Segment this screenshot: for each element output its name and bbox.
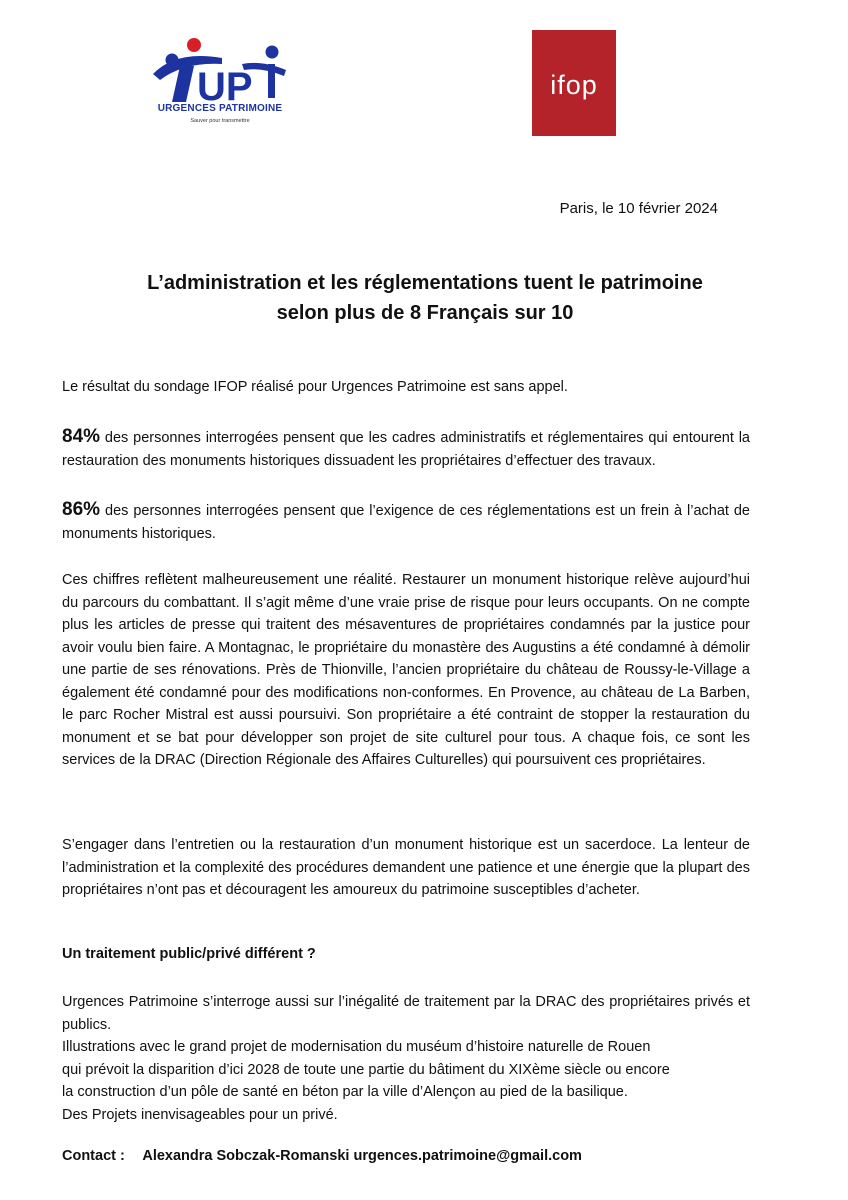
up-logo-mark [150,36,290,106]
page-title [60,268,790,328]
paragraph-4-line-2: qui prévoit la disparition d’ici 2028 de toute une partie du bâtiment du XIXème siècle ou encore [62,1061,670,1078]
ifop-logo-text: ifop [550,70,598,100]
subheading: Un traitement public/privé différent ? [62,946,316,962]
paragraph-4-line-1: Illustrations avec le grand projet de modernisation du muséum d’histoire naturelle de Rouen [62,1039,651,1055]
intro-paragraph: Le résultat du sondage IFOP réalisé pour Urgences Patrimoine est sans appel. [62,379,568,395]
contact-details: Alexandra Sobczak-Romanski urgences.patrimoine@gmail.com [142,1148,582,1164]
body-paragraph-1: Ces chiffres reflètent malheureusement une réalité. Restaurer un monument historique relève aujourd’hui du parcours du combattant. Il s’agit même d’une vraie prise de risque pour leurs occupants. On ne compte plus les articles de presse qui traitent des mésaventures de propriétaires condamnés par la justice pour avoir voulu bien faire. A Montagnac, le propriétaire du monastère des Augustins a été condamné à démolir une partie de ses rénovations. Près de Thionville, l’ancien propriétaire du château de Roussy-le-Village a également été condamné pour des modifications non-conformes. En Provence, au château de La Barben, le parc Rocher Mistral est aussi poursuivi. Son propriétaire a été contraint de stopper la restauration du monument et se bat pour développer son projet de site culturel pour tous. A chaque fois, ce sont les services de la DRAC (Direction Régionale des Affaires Culturelles) qui poursuivent ces propriétaires. [62,572,750,768]
stat-84-value: 84% [62,426,101,447]
stat-86-value: 86% [62,499,101,520]
body-paragraph-4 [62,1036,670,1126]
paragraph-4-line-4: Des Projets inenvisageables pour un privé. [62,1106,338,1123]
paragraph-4-line-3: la construction d’un pôle de santé en béton par la ville d’Alençon au pied de la basilique. [62,1084,628,1100]
stat-86-text: des personnes interrogées pensent que l’exigence de ces réglementations est un frein à l’achat de monuments historiques. [62,503,750,542]
body-paragraph-2: S’engager dans l’entretien ou la restauration d’un monument historique est un sacerdoce. La lenteur de l’administration et la complexité des procédures demandent une patience et une énergie que la plupart des propriétaires n’ont pas et découragent les amoureux du patrimoine susceptibles d’acheter. [62,837,750,898]
contact-line [62,1148,582,1164]
contact-label: Contact : [62,1148,125,1164]
up-logo-name: URGENCES PATRIMOINE [157,103,283,114]
ifop-logo [532,30,616,136]
date-line: Paris, le 10 février 2024 [559,200,718,217]
up-logo-text: UP [197,65,253,106]
stat-86 [62,499,750,545]
title-line-2: selon plus de 8 Français sur 10 [276,302,574,324]
stat-84 [62,426,750,472]
stat-84-text: des personnes interrogées pensent que les cadres administratifs et réglementaires qui entourent la restauration des monuments historiques dissuadent les propriétaires d’effectuer des travaux. [62,430,750,469]
urgences-patrimoine-logo [150,36,290,136]
up-logo-tagline: Sauver pour transmettre [190,118,250,124]
title-line-1: L’administration et les réglementations tuent le patrimoine [147,272,703,294]
body-paragraph-3: Urgences Patrimoine s’interroge aussi sur l’inégalité de traitement par la DRAC des propriétaires privés et publics. [62,994,750,1033]
